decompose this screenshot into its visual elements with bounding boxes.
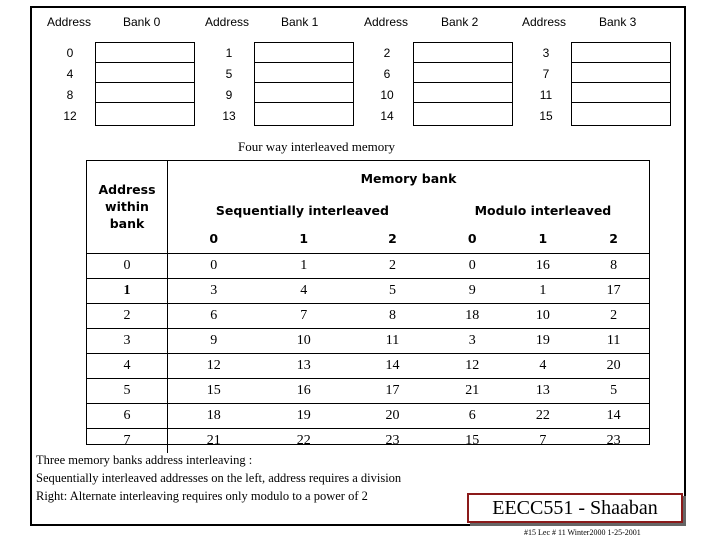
table-row [87, 403, 649, 428]
address-number: 12 [63, 109, 77, 123]
address-number: 0 [66, 46, 74, 60]
row-header-line: within [105, 199, 149, 215]
address-number: 8 [66, 88, 74, 102]
table-cell: 16 [508, 253, 579, 278]
table-cell: 14 [578, 403, 649, 428]
bank-1-header: Bank 1 [281, 15, 319, 29]
address-number: 9 [225, 88, 233, 102]
table-cell: 7 [539, 432, 547, 448]
group-modulo-header: Modulo interleaved [474, 202, 612, 218]
address-header-3: Address [522, 15, 567, 29]
table-cell: 5 [578, 378, 649, 403]
course-brand: EECC551 - Shaaban [467, 493, 683, 523]
row-address-cell: 4 [87, 353, 168, 378]
table-cell: 2 [348, 253, 437, 278]
table-title: Memory bank [360, 170, 457, 186]
table-cell: 9 [437, 278, 508, 303]
table-cell: 0 [437, 253, 508, 278]
row-header-line: Address [98, 182, 156, 198]
table-cell: 23 [606, 432, 621, 448]
table-cell: 3 [437, 328, 508, 353]
table-cell: 22 [508, 403, 579, 428]
bank-2-box [413, 42, 513, 126]
table-cell: 19 [259, 403, 348, 428]
table-cell: 7 [259, 303, 348, 328]
table-row [87, 428, 649, 453]
address-number: 2 [383, 46, 391, 60]
address-number: 4 [66, 67, 74, 81]
table-row [87, 378, 649, 403]
table-cell: 5 [348, 278, 437, 303]
table-cell: 23 [385, 432, 400, 448]
address-number: 11 [539, 88, 553, 102]
table-cell: 14 [348, 353, 437, 378]
table-cell: 13 [508, 378, 579, 403]
note-line: Sequentially interleaved addresses on the left, address requires a division [36, 471, 402, 485]
table-cell: 21 [206, 432, 221, 448]
table-cell: 9 [168, 328, 260, 353]
table-cell: 4 [508, 353, 579, 378]
address-number: 7 [542, 67, 550, 81]
table-row [87, 278, 649, 303]
table-cell: 4 [259, 278, 348, 303]
table-row [87, 253, 649, 278]
address-number: 6 [383, 67, 391, 81]
table-row [87, 353, 649, 378]
address-number: 13 [222, 109, 236, 123]
table-cell: 0 [168, 253, 260, 278]
address-number: 14 [380, 109, 394, 123]
table-cell: 3 [168, 278, 260, 303]
row-address-cell: 1 [87, 278, 168, 303]
table-cell: 1 [259, 253, 348, 278]
interleaving-table [86, 160, 650, 448]
row-address-cell: 2 [87, 303, 168, 328]
table-cell: 17 [578, 278, 649, 303]
bank-col-header: 0 [209, 231, 219, 247]
row-header-cell [87, 161, 168, 253]
table-cell: 15 [168, 378, 260, 403]
row-header-line: bank [109, 216, 145, 232]
table-cell: 1 [508, 278, 579, 303]
address-number: 5 [225, 67, 233, 81]
address-header-2: Address [364, 15, 409, 29]
notes-block [36, 451, 401, 505]
table-cell: 21 [437, 378, 508, 403]
table-row [87, 303, 649, 328]
table-cell: 12 [168, 353, 260, 378]
bank-3-header: Bank 3 [599, 15, 637, 29]
row-address-cell: 7 [87, 428, 168, 453]
table-cell: 2 [578, 303, 649, 328]
table-cell: 16 [259, 378, 348, 403]
table-cell: 15 [465, 432, 480, 448]
table-cell: 18 [168, 403, 260, 428]
note-line: Three memory banks address interleaving : [36, 453, 253, 467]
bank-0-box [95, 42, 195, 126]
table-cell: 20 [348, 403, 437, 428]
address-number: 15 [539, 109, 553, 123]
table-cell: 20 [578, 353, 649, 378]
bank-col-header: 1 [299, 231, 309, 247]
bank-3-box [571, 42, 671, 126]
table-cell: 11 [348, 328, 437, 353]
row-address-cell: 5 [87, 378, 168, 403]
table-cell: 17 [348, 378, 437, 403]
address-header-1: Address [205, 15, 250, 29]
table-cell: 13 [259, 353, 348, 378]
bank-col-header: 2 [609, 231, 618, 247]
table-row [87, 328, 649, 353]
bank-1-box [254, 42, 354, 126]
table-cell: 8 [348, 303, 437, 328]
address-number: 3 [542, 46, 550, 60]
bank-col-header: 1 [538, 231, 548, 247]
table-cell: 6 [437, 403, 508, 428]
table-cell: 10 [508, 303, 579, 328]
bank-0-header: Bank 0 [123, 15, 161, 29]
row-address-cell: 0 [87, 253, 168, 278]
address-header-0: Address [47, 15, 92, 29]
row-address-cell: 6 [87, 403, 168, 428]
table-cell: 22 [296, 432, 311, 448]
note-line: Right: Alternate interleaving requires only modulo to a power of 2 [36, 489, 368, 503]
bank-col-header: 2 [388, 231, 397, 247]
row-address-cell: 3 [87, 328, 168, 353]
table-cell: 10 [259, 328, 348, 353]
diagram-caption: Four way interleaved memory [238, 139, 396, 154]
address-number: 1 [225, 46, 233, 60]
slide-footer: #15 Lec # 11 Winter2000 1-25-2001 [524, 528, 641, 537]
table-cell: 6 [168, 303, 260, 328]
table-cell: 19 [508, 328, 579, 353]
group-sequential-header: Sequentially interleaved [215, 202, 389, 218]
table-cell: 11 [578, 328, 649, 353]
table-cell: 18 [437, 303, 508, 328]
table-cell: 12 [437, 353, 508, 378]
address-number: 10 [380, 88, 394, 102]
table-cell: 8 [578, 253, 649, 278]
bank-2-header: Bank 2 [441, 15, 479, 29]
bank-col-header: 0 [467, 231, 477, 247]
